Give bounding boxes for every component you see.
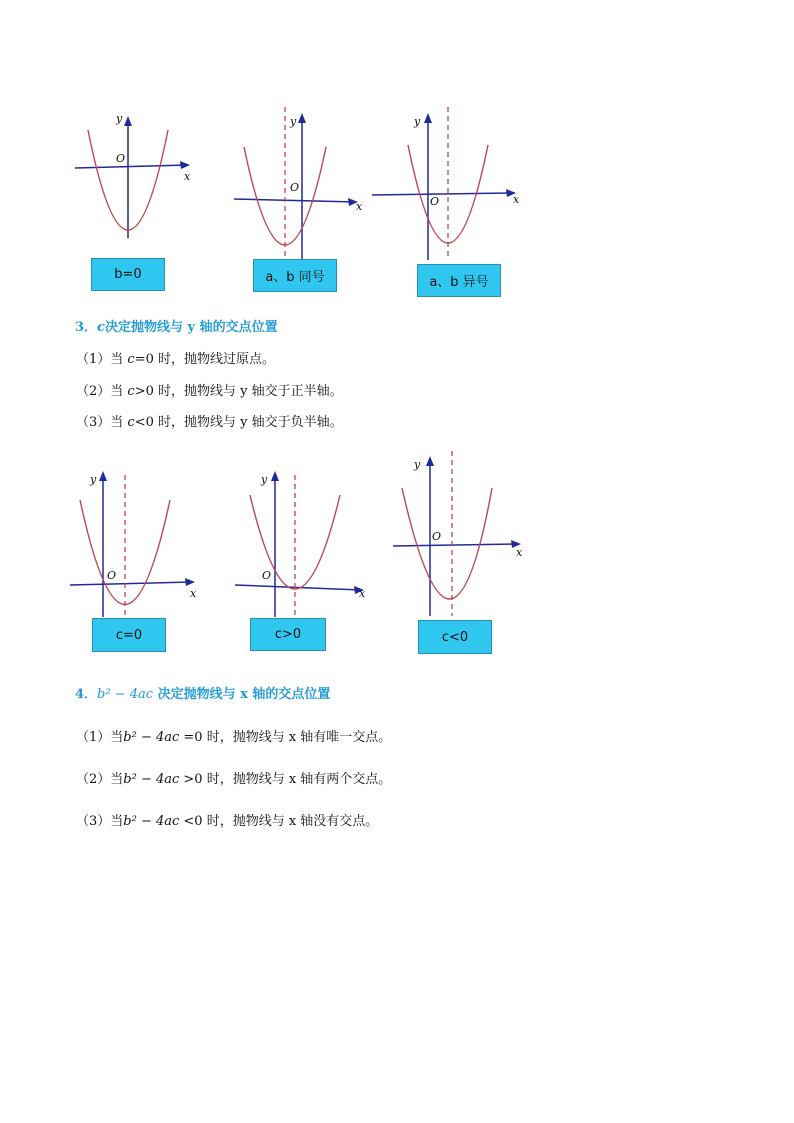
graph-ab-same-sign xyxy=(232,105,367,265)
section-4-item-1: （1）当b² − 4ac =0 时，抛物线与 x 轴有唯一交点。 xyxy=(76,730,392,745)
y-label: y xyxy=(414,115,421,128)
graph-c-negative xyxy=(390,448,530,618)
y-label: y xyxy=(116,112,123,125)
x-arrow-icon xyxy=(185,578,195,586)
x-label: x xyxy=(356,200,363,213)
y-label: y xyxy=(414,458,421,471)
y-arrow-icon xyxy=(424,113,432,123)
origin-label: O xyxy=(262,569,272,582)
graph-c-zero xyxy=(68,465,203,620)
section-4-item-2: （2）当b² − 4ac >0 时，抛物线与 x 轴有两个交点。 xyxy=(76,772,392,787)
y-label: y xyxy=(90,473,97,486)
label-box-ab-opposite-sign: a、b 异号 xyxy=(417,264,501,297)
origin-label: O xyxy=(107,569,117,582)
origin-label: O xyxy=(116,152,126,165)
graph-ab-opposite-sign xyxy=(370,105,530,265)
graph-b-zero xyxy=(70,110,200,240)
x-axis xyxy=(75,165,188,168)
label-box-c-positive: c>0 xyxy=(250,618,326,651)
origin-label: O xyxy=(430,195,440,208)
x-axis xyxy=(234,199,356,202)
y-label: y xyxy=(290,115,297,128)
graph-c-positive xyxy=(233,465,373,620)
x-label: x xyxy=(516,546,523,559)
y-arrow-icon xyxy=(99,471,107,481)
section-4-item-3: （3）当b² − 4ac <0 时，抛物线与 x 轴没有交点。 xyxy=(76,814,379,829)
label-box-ab-same-sign: a、b 同号 xyxy=(253,259,337,292)
label-box-b-zero: b=0 xyxy=(91,258,165,291)
origin-label: O xyxy=(432,530,442,543)
x-label: x xyxy=(513,193,520,206)
y-arrow-icon xyxy=(271,471,279,481)
label-box-c-zero: c=0 xyxy=(92,618,166,652)
parabola xyxy=(402,488,492,599)
x-axis xyxy=(393,544,518,546)
origin-label: O xyxy=(290,181,300,194)
x-label: x xyxy=(359,587,366,600)
section-3-heading: 3．c决定抛物线与 y 轴的交点位置 xyxy=(75,320,278,335)
section-4-heading: 4．b² − 4ac 决定抛物线与 x 轴的交点位置 xyxy=(75,687,331,702)
section-3-item-3: （3）当 c<0 时，抛物线与 y 轴交于负半轴。 xyxy=(76,415,343,430)
x-axis xyxy=(372,193,513,195)
section-3-item-1: （1）当 c=0 时，抛物线过原点。 xyxy=(76,352,275,367)
x-arrow-icon xyxy=(180,161,190,169)
section-3-item-2: （2）当 c>0 时，抛物线与 y 轴交于正半轴。 xyxy=(76,384,343,399)
x-label: x xyxy=(184,170,191,183)
y-arrow-icon xyxy=(426,456,434,466)
y-label: y xyxy=(261,473,268,486)
y-arrow-icon xyxy=(124,116,132,126)
x-label: x xyxy=(190,587,197,600)
y-arrow-icon xyxy=(298,113,306,123)
x-axis xyxy=(70,582,192,585)
label-box-c-negative: c<0 xyxy=(418,620,492,654)
